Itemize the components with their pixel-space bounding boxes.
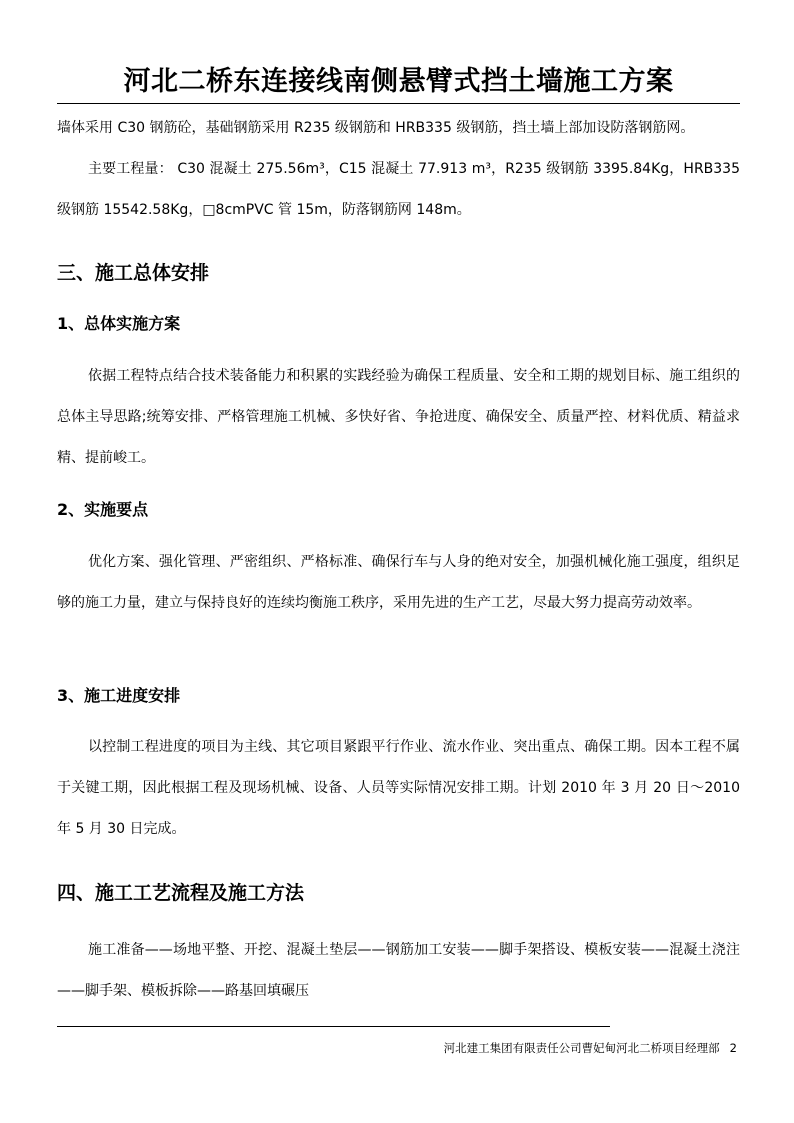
subsection-3-3-heading: 3、施工进度安排 xyxy=(57,686,181,705)
document-title: 河北二桥东连接线南侧悬臂式挡土墙施工方案 xyxy=(123,66,674,97)
section-3-heading: 三、施工总体安排 xyxy=(57,262,210,284)
section-4-heading: 四、施工工艺流程及施工方法 xyxy=(57,882,305,904)
page-number: 2 xyxy=(729,1041,737,1055)
title-underline xyxy=(57,103,740,104)
footer-rule xyxy=(57,1026,610,1027)
section-4-text: 施工准备——场地平整、开挖、混凝土垫层——钢筋加工安装——脚手架搭设、模板安装——混凝土浇注——脚手架、模板拆除——路基回填碾压 xyxy=(57,942,740,999)
subsection-3-2-text: 优化方案、强化管理、严密组织、严格标准、确保行车与人身的绝对安全，加强机械化施工强度，组织足够的施工力量，建立与保持良好的连续均衡施工秩序，采用先进的生产工艺，尽最大努力提高劳动效率。 xyxy=(57,554,740,611)
intro-paragraph-2: 主要工程量： C30 混凝土 275.56m³，C15 混凝土 77.913 m³，R235 级钢筋 3395.84Kg，HRB335 级钢筋 15542.58Kg，□8cmPVC 管 15m，防落钢筋网 148m。 xyxy=(57,161,740,218)
subsection-3-3-text: 以控制工程进度的项目为主线、其它项目紧跟平行作业、流水作业、突出重点、确保工期。因本工程不属于关键工期，因此根据工程及现场机械、设备、人员等实际情况安排工期。计划 2010 年 3 月 20 日～2010 年 5 月 30 日完成。 xyxy=(57,739,740,837)
footer-organization: 河北建工集团有限责任公司曹妃甸河北二桥项目经理部 xyxy=(443,1041,720,1055)
page-footer xyxy=(444,1040,737,1056)
subsection-3-2-heading: 2、实施要点 xyxy=(57,500,149,519)
subsection-3-1-text: 依据工程特点结合技术装备能力和积累的实践经验为确保工程质量、安全和工期的规划目标、施工组织的总体主导思路;统筹安排、严格管理施工机械、多快好省、争抢进度、确保安全、质量严控、材料优质、精益求精、提前峻工。 xyxy=(57,368,740,466)
intro-paragraph-1: 墙体采用 C30 钢筋砼，基础钢筋采用 R235 级钢筋和 HRB335 级钢筋，挡土墙上部加设防落钢筋网。 xyxy=(57,120,695,136)
subsection-3-1-heading: 1、总体实施方案 xyxy=(57,314,181,333)
